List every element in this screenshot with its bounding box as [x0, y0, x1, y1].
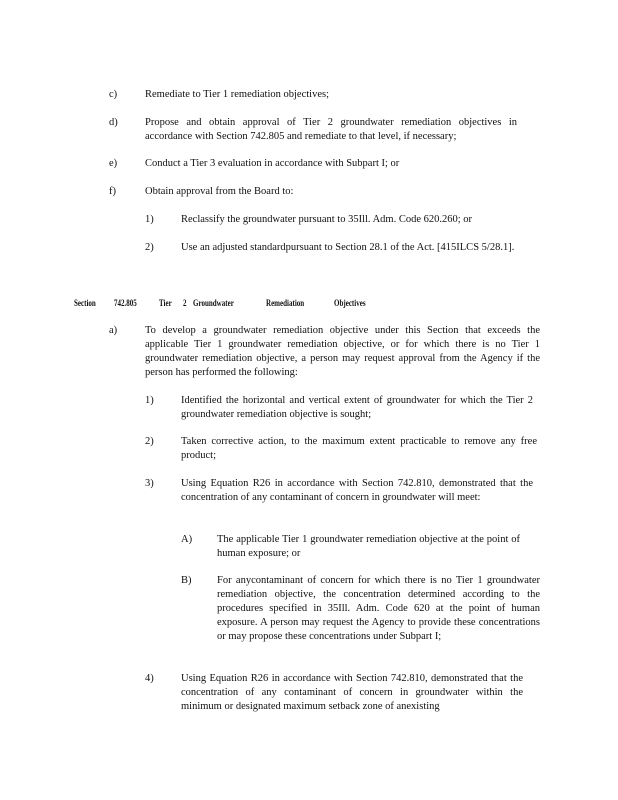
a-sub-text-1: Identified the horizontal and vertical extent of groundwater for which the Tier 2 groundwater remediation objective is sought;: [181, 395, 533, 420]
three-sub-label-A: A): [181, 534, 193, 545]
item-text-e: Conduct a Tier 3 evaluation in accordance with Subpart I; or: [145, 158, 400, 169]
f-sub-text-2: Use an adjusted standardpursuant to Section 28.1 of the Act. [415ILCS 5/28.1].: [181, 242, 515, 253]
section-title-word-4: Remediation: [266, 298, 305, 308]
section-title-word-2: 2: [183, 298, 187, 308]
a-sub-text-4: Using Equation R26 in accordance with Section 742.810, demonstrated that the concentration of any contaminant of concern in groundwater within the minimum or designated maximum setback zone of anexisting: [181, 673, 523, 712]
item-label-d: d): [109, 117, 118, 128]
item-label-f: f): [109, 186, 116, 197]
a-sub-label-1: 1): [145, 395, 154, 406]
item-label-c: c): [109, 89, 118, 100]
three-sub-text-A: The applicable Tier 1 groundwater remediation objective at the point of human exposure; or: [217, 534, 520, 559]
item-text-f: Obtain approval from the Board to:: [145, 186, 294, 197]
section-title-word-1: Tier: [159, 298, 172, 308]
f-sub-label-2: 2): [145, 242, 154, 253]
a-text: To develop a groundwater remediation objective under this Section that exceeds the applicable Tier 1 groundwater remediation objective, or for which there is no Tier 1 groundwater remediation objective, a person may request approval from the Agency if the person has performed the following:: [145, 325, 540, 378]
a-label: a): [109, 325, 118, 336]
a-sub-text-2: Taken corrective action, to the maximum extent practicable to remove any free product;: [181, 436, 537, 461]
section-number: 742.805: [114, 298, 137, 308]
item-label-e: e): [109, 158, 118, 169]
section-label: Section: [74, 298, 96, 308]
section-title-word-5: Objectives: [334, 298, 366, 308]
section-title-word-3: Groundwater: [193, 298, 234, 308]
three-sub-text-B: For anycontaminant of concern for which there is no Tier 1 groundwater remediation objective, the concentration determined according to the procedures specified in 35Ill. Adm. Code 620 at the point of human exposure. A person may request the Agency to provide these concentrations or may propose these concentrations under Subpart I;: [217, 575, 540, 642]
a-sub-label-2: 2): [145, 436, 154, 447]
a-sub-text-3: Using Equation R26 in accordance with Section 742.810, demonstrated that the concentration of any contaminant of concern in groundwater will meet:: [181, 478, 533, 503]
a-sub-label-3: 3): [145, 478, 154, 489]
a-sub-label-4: 4): [145, 673, 154, 684]
f-sub-text-1: Reclassify the groundwater pursuant to 35Ill. Adm. Code 620.260; or: [181, 214, 473, 225]
f-sub-label-1: 1): [145, 214, 154, 225]
item-text-c: Remediate to Tier 1 remediation objectives;: [145, 89, 330, 100]
three-sub-label-B: B): [181, 575, 192, 586]
item-text-d: Propose and obtain approval of Tier 2 groundwater remediation objectives in accordance with Section 742.805 and remediate to that level, if necessary;: [145, 117, 517, 142]
